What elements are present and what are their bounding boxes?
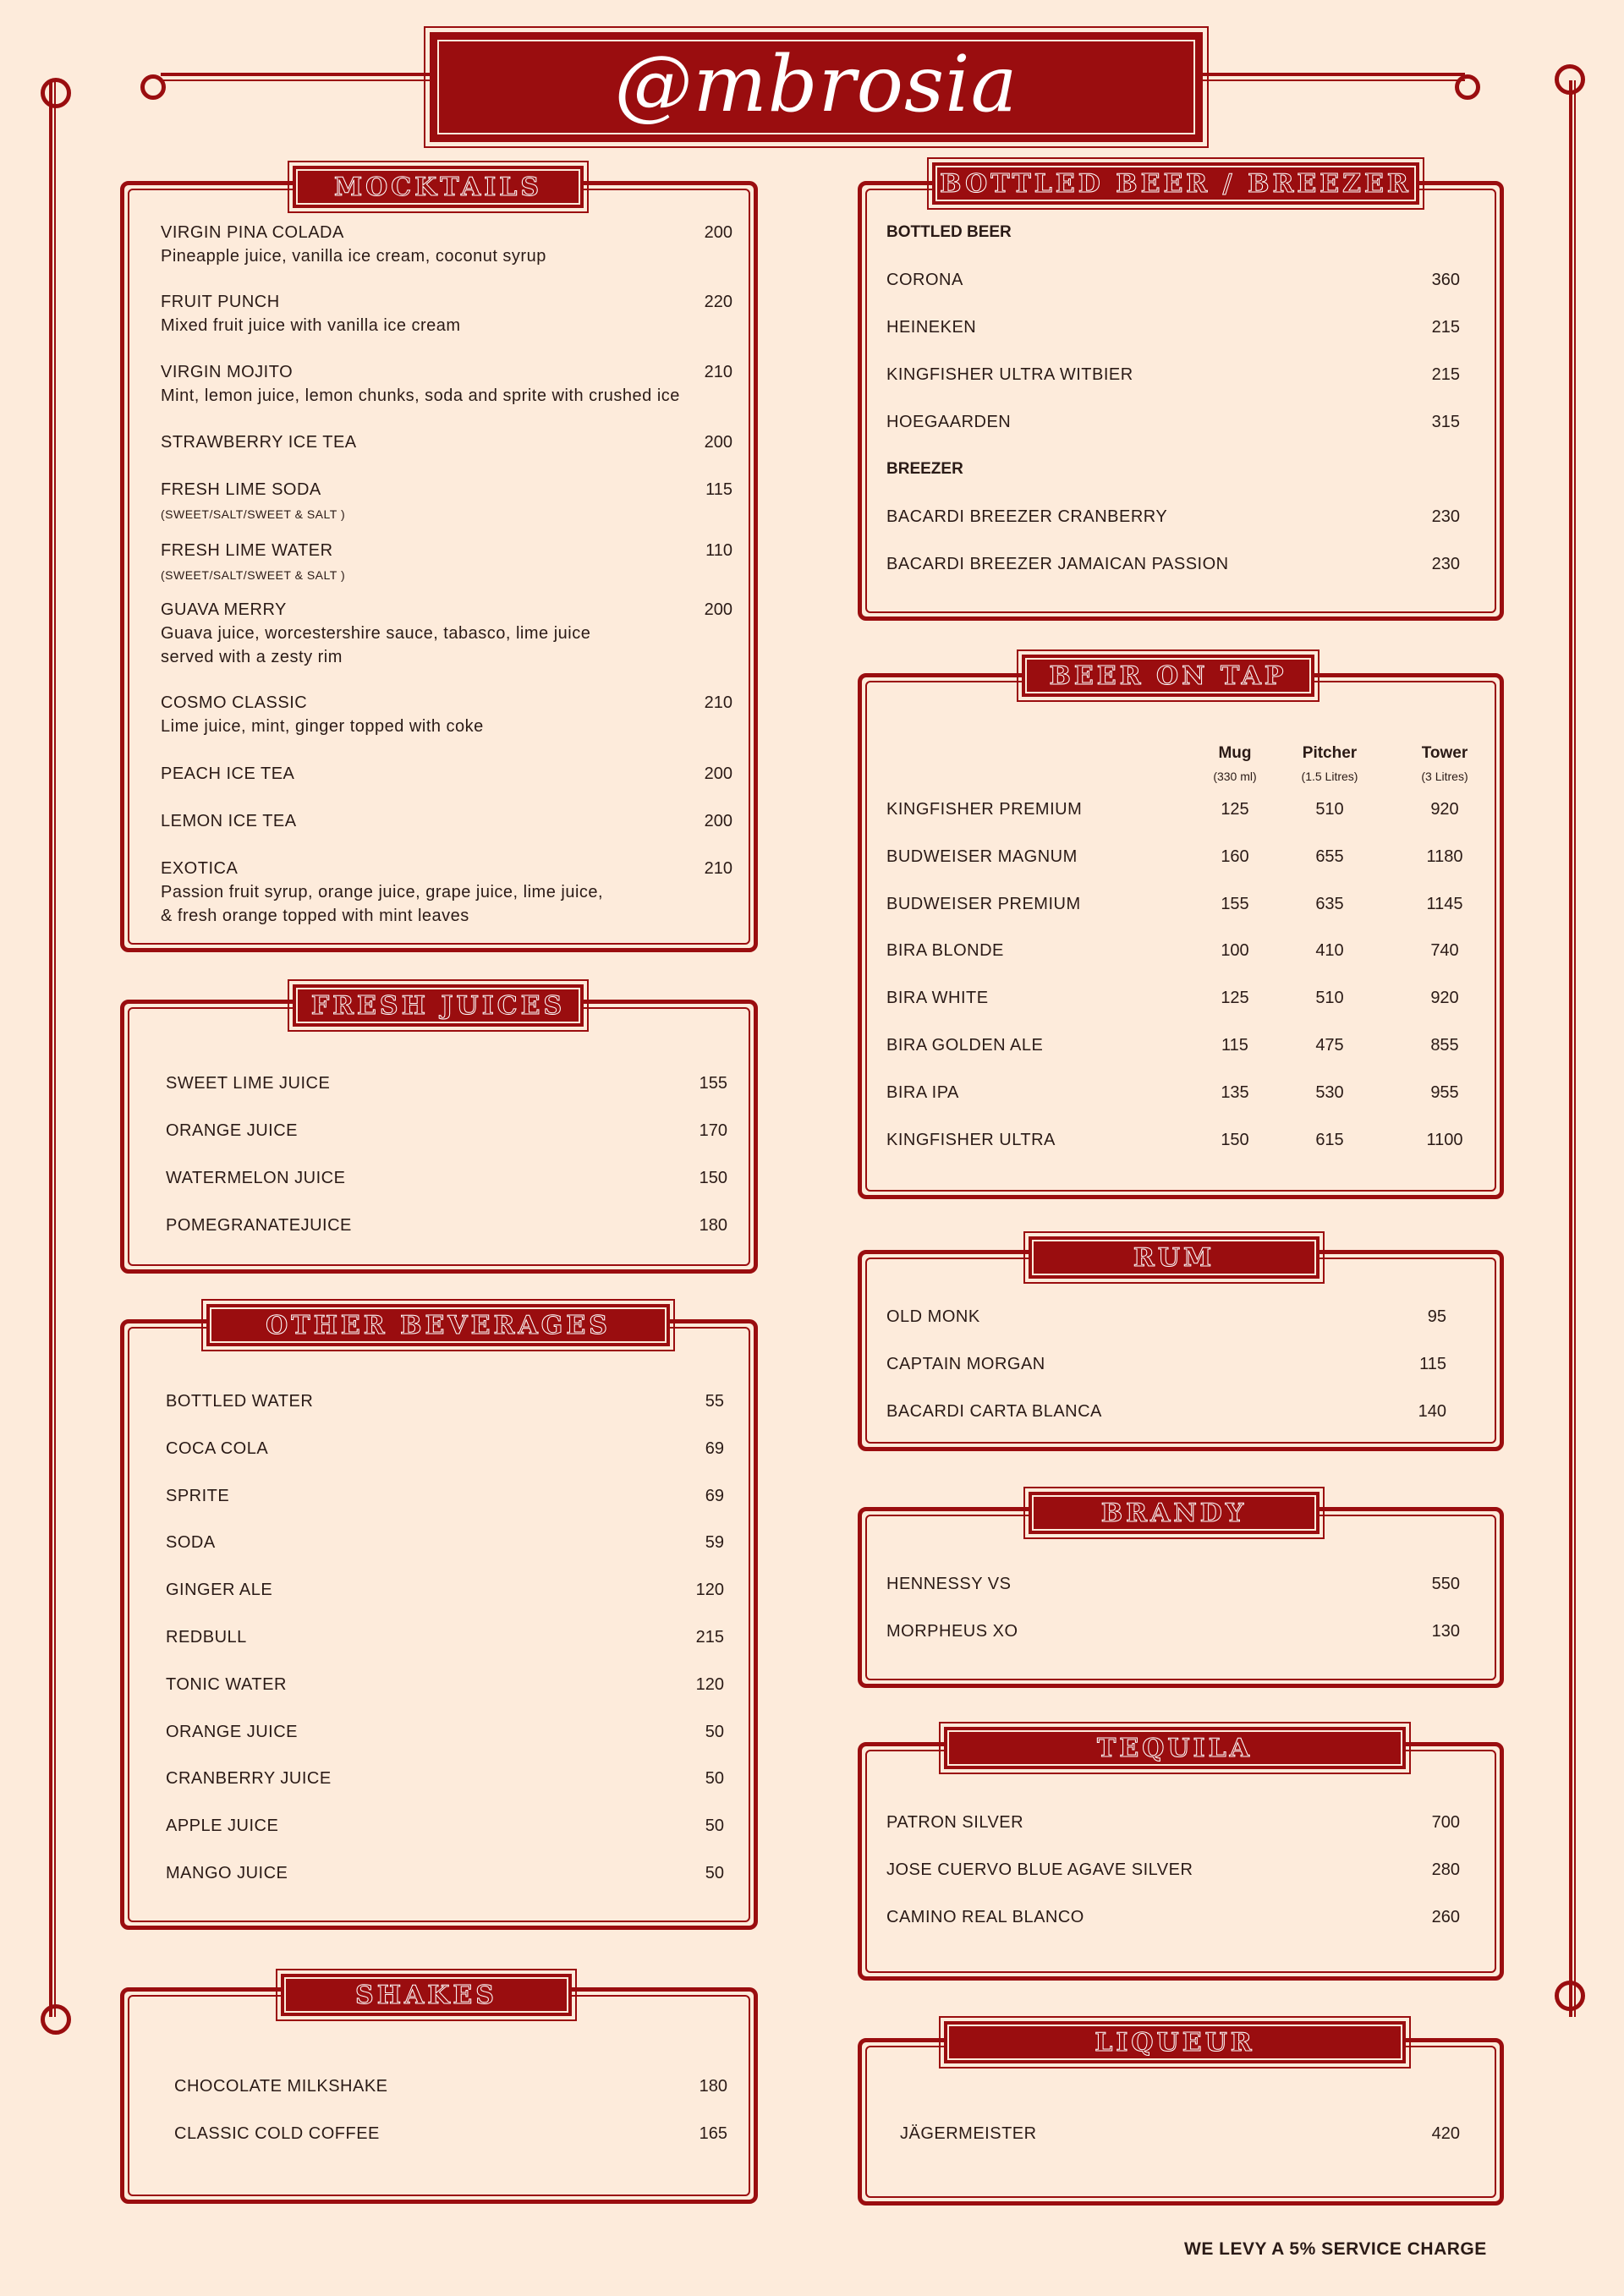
menu-item-description: Lime juice, mint, ginger topped with coke xyxy=(161,717,484,736)
tap-pitcher-price: 475 xyxy=(1315,1036,1344,1055)
menu-item-price: 115 xyxy=(705,480,732,499)
top-right-scroll-ornament xyxy=(1555,64,1585,95)
menu-item-name: GUAVA MERRY xyxy=(161,600,287,619)
menu-item-name: PEACH ICE TEA xyxy=(161,764,295,783)
menu-item-price: 180 xyxy=(699,1216,727,1235)
shakes-title-banner xyxy=(281,1974,572,2016)
menu-item-name: POMEGRANATEJUICE xyxy=(166,1216,352,1235)
tap-mug-price: 125 xyxy=(1221,989,1249,1008)
menu-item-price: 200 xyxy=(704,812,732,830)
tap-pitcher-price: 530 xyxy=(1315,1082,1344,1102)
menu-item-name: BACARDI BREEZER CRANBERRY xyxy=(886,507,1168,526)
menu-item-name: CHOCOLATE MILKSHAKE xyxy=(174,2077,388,2096)
tap-beer-name: BIRA GOLDEN ALE xyxy=(886,1036,1044,1055)
tap-beer-name: BIRA WHITE xyxy=(886,989,989,1008)
menu-item-name: SODA xyxy=(166,1533,216,1553)
menu-item-name: GINGER ALE xyxy=(166,1581,273,1600)
tap-mug-price: 115 xyxy=(1221,1036,1248,1055)
service-charge-note: WE LEVY A 5% SERVICE CHARGE xyxy=(1184,2239,1487,2259)
tap-column-unit: (330 ml) xyxy=(1213,770,1257,783)
menu-item-price: 120 xyxy=(695,1674,724,1694)
menu-item-price: 210 xyxy=(704,693,732,712)
menu-item-name: OLD MONK xyxy=(886,1307,980,1326)
tap-tower-price: 955 xyxy=(1430,1082,1459,1102)
menu-item-name: CAMINO REAL BLANCO xyxy=(886,1908,1084,1926)
menu-item-name: ORANGE JUICE xyxy=(166,1121,299,1140)
menu-item-price: 420 xyxy=(1431,2124,1460,2143)
menu-item-price: 150 xyxy=(699,1169,727,1187)
tap-beer-name: BUDWEISER MAGNUM xyxy=(886,847,1078,866)
mocktails-title: MOCKTAILS xyxy=(333,172,543,202)
menu-item-price: 550 xyxy=(1431,1575,1460,1593)
tap-mug-price: 150 xyxy=(1221,1130,1249,1149)
menu-item-description: Pineapple juice, vanilla ice cream, coconut syrup xyxy=(161,247,546,266)
menu-item-note: (SWEET/SALT/SWEET & SALT ) xyxy=(161,568,346,582)
tap-pitcher-price: 410 xyxy=(1315,941,1344,961)
tap-pitcher-price: 615 xyxy=(1315,1130,1344,1149)
tap-pitcher-price: 655 xyxy=(1315,847,1344,866)
menu-item-name: PATRON SILVER xyxy=(886,1813,1024,1832)
menu-item-price: 155 xyxy=(699,1074,727,1093)
menu-item-price: 215 xyxy=(1431,365,1460,384)
brandy-title-banner xyxy=(1029,1492,1320,1534)
tap-pitcher-price: 635 xyxy=(1315,894,1344,913)
menu-item-price: 95 xyxy=(1427,1307,1446,1326)
bottled-beer-title: BOTTLED BEER / BREEZER xyxy=(940,168,1412,199)
other-beverages-title: OTHER BEVERAGES xyxy=(266,1310,611,1340)
fresh-juices-title-banner xyxy=(293,984,584,1027)
brandy-section xyxy=(858,1507,1504,1688)
menu-item-price: 700 xyxy=(1431,1813,1460,1832)
tap-column-header: Tower xyxy=(1421,744,1468,762)
menu-item-name: BOTTLED WATER xyxy=(166,1392,314,1411)
menu-item-description: & fresh orange topped with mint leaves xyxy=(161,907,469,925)
menu-item-name: HOEGAARDEN xyxy=(886,413,1012,431)
menu-item-name: HENNESSY VS xyxy=(886,1575,1012,1593)
menu-item-price: 69 xyxy=(705,1486,724,1505)
menu-item-note: (SWEET/SALT/SWEET & SALT ) xyxy=(161,507,346,521)
menu-item-price: 165 xyxy=(699,2124,727,2143)
menu-item-name: CRANBERRY JUICE xyxy=(166,1769,332,1789)
menu-item-price: 230 xyxy=(1431,555,1460,573)
menu-item-price: 200 xyxy=(704,223,732,242)
menu-item-name: FRESH LIME WATER xyxy=(161,541,333,560)
menu-item-name: VIRGIN PINA COLADA xyxy=(161,223,344,242)
liqueur-title: LIQUEUR xyxy=(1095,2027,1255,2058)
menu-item-price: 59 xyxy=(705,1533,724,1553)
left-frame-rule xyxy=(49,80,56,2017)
menu-item-price: 315 xyxy=(1431,413,1460,431)
tequila-title-banner xyxy=(944,1727,1406,1769)
menu-item-description: Mint, lemon juice, lemon chunks, soda and sprite with crushed ice xyxy=(161,386,680,405)
menu-item-name: WATERMELON JUICE xyxy=(166,1169,346,1187)
menu-item-price: 140 xyxy=(1418,1402,1446,1421)
menu-item-name: CAPTAIN MORGAN xyxy=(886,1355,1045,1373)
tap-beer-name: BIRA IPA xyxy=(886,1082,959,1102)
menu-item-price: 280 xyxy=(1431,1860,1460,1879)
menu-item-price: 50 xyxy=(705,1722,724,1741)
tap-beer-name: BUDWEISER PREMIUM xyxy=(886,894,1081,913)
menu-item-price: 170 xyxy=(699,1121,727,1140)
menu-item-name: STRAWBERRY ICE TEA xyxy=(161,433,357,452)
brand-logo-text: @mbrosia xyxy=(614,38,1018,129)
tap-pitcher-price: 510 xyxy=(1315,989,1344,1008)
mocktails-title-banner xyxy=(293,166,584,208)
menu-item-name: COCA COLA xyxy=(166,1438,269,1458)
tap-tower-price: 920 xyxy=(1430,800,1459,819)
tap-tower-price: 1180 xyxy=(1426,847,1463,866)
menu-item-description: Mixed fruit juice with vanilla ice cream xyxy=(161,316,461,335)
menu-item-name: VIRGIN MOJITO xyxy=(161,363,294,381)
tequila-title: TEQUILA xyxy=(1097,1733,1253,1763)
menu-item-name: SPRITE xyxy=(166,1486,230,1505)
bottled-beer-title-banner xyxy=(932,162,1419,205)
brand-right-rule xyxy=(1203,73,1465,81)
menu-item-price: 200 xyxy=(704,433,732,452)
tap-column-unit: (1.5 Litres) xyxy=(1301,770,1358,783)
menu-item-price: 215 xyxy=(1431,318,1460,337)
brandy-title: BRANDY xyxy=(1100,1498,1248,1528)
tap-tower-price: 920 xyxy=(1430,989,1459,1008)
shakes-title: SHAKES xyxy=(355,1980,497,2010)
tap-mug-price: 135 xyxy=(1221,1082,1249,1102)
menu-item-name: FRESH LIME SODA xyxy=(161,480,321,499)
menu-item-price: 50 xyxy=(705,1864,724,1882)
tap-tower-price: 855 xyxy=(1430,1036,1459,1055)
menu-item-name: TONIC WATER xyxy=(166,1674,287,1694)
menu-item-price: 120 xyxy=(695,1581,724,1600)
menu-item-description: Guava juice, worcestershire sauce, tabasco, lime juice xyxy=(161,624,591,643)
menu-item-price: 260 xyxy=(1431,1908,1460,1926)
tap-tower-price: 1145 xyxy=(1426,894,1463,913)
menu-item-price: 200 xyxy=(704,600,732,619)
menu-item-name: HEINEKEN xyxy=(886,318,977,337)
right-frame-rule xyxy=(1569,80,1576,2017)
menu-item-name: COSMO CLASSIC xyxy=(161,693,308,712)
menu-item-name: MANGO JUICE xyxy=(166,1864,288,1882)
bottled-beer-subheading: BOTTLED BEER xyxy=(886,223,1012,241)
tap-tower-price: 1100 xyxy=(1426,1130,1463,1149)
menu-item-name: ORANGE JUICE xyxy=(166,1722,299,1741)
menu-item-price: 215 xyxy=(695,1628,724,1647)
rum-title: RUM xyxy=(1133,1242,1215,1273)
liqueur-title-banner xyxy=(944,2021,1406,2063)
tap-beer-name: KINGFISHER PREMIUM xyxy=(886,800,1083,819)
bottom-left-scroll-ornament xyxy=(41,2004,71,2035)
menu-item-name: CLASSIC COLD COFFEE xyxy=(174,2124,380,2143)
tap-beer-name: BIRA BLONDE xyxy=(886,941,1004,961)
tap-mug-price: 155 xyxy=(1221,894,1249,913)
tap-beer-name: KINGFISHER ULTRA xyxy=(886,1130,1056,1149)
menu-item-price: 50 xyxy=(705,1817,724,1836)
menu-item-name: SWEET LIME JUICE xyxy=(166,1074,331,1093)
menu-item-price: 210 xyxy=(704,363,732,381)
menu-item-name: BACARDI CARTA BLANCA xyxy=(886,1402,1102,1421)
menu-item-name: EXOTICA xyxy=(161,859,239,878)
menu-item-price: 115 xyxy=(1419,1355,1446,1373)
menu-item-price: 210 xyxy=(704,859,732,878)
brand-left-rule xyxy=(161,73,430,81)
tap-column-header: Pitcher xyxy=(1302,744,1358,762)
menu-item-price: 110 xyxy=(705,541,732,560)
menu-item-price: 130 xyxy=(1431,1622,1460,1641)
beer-on-tap-title-banner xyxy=(1022,655,1314,697)
menu-item-name: JÄGERMEISTER xyxy=(900,2124,1037,2143)
menu-item-description: served with a zesty rim xyxy=(161,648,343,666)
tap-column-header: Mug xyxy=(1218,744,1252,762)
tap-mug-price: 125 xyxy=(1221,800,1249,819)
rum-title-banner xyxy=(1029,1236,1320,1279)
menu-item-price: 69 xyxy=(705,1438,724,1458)
menu-item-name: BACARDI BREEZER JAMAICAN PASSION xyxy=(886,555,1229,573)
menu-item-price: 200 xyxy=(704,764,732,783)
tap-pitcher-price: 510 xyxy=(1315,800,1344,819)
menu-item-price: 180 xyxy=(699,2077,727,2096)
menu-item-price: 230 xyxy=(1431,507,1460,526)
top-left-scroll-ornament xyxy=(41,78,71,108)
bottom-right-scroll-ornament xyxy=(1555,1981,1585,2011)
tap-tower-price: 740 xyxy=(1430,941,1459,961)
menu-item-name: REDBULL xyxy=(166,1628,247,1647)
menu-item-price: 55 xyxy=(705,1392,724,1411)
beer-on-tap-title: BEER ON TAP xyxy=(1049,660,1287,691)
menu-item-price: 220 xyxy=(704,293,732,311)
menu-item-description: Passion fruit syrup, orange juice, grape juice, lime juice, xyxy=(161,883,604,901)
menu-item-name: LEMON ICE TEA xyxy=(161,812,297,830)
menu-item-price: 360 xyxy=(1431,271,1460,289)
menu-item-name: CORONA xyxy=(886,271,963,289)
menu-item-name: APPLE JUICE xyxy=(166,1817,279,1836)
tap-column-unit: (3 Litres) xyxy=(1421,770,1468,783)
menu-item-price: 50 xyxy=(705,1769,724,1789)
tap-mug-price: 100 xyxy=(1221,941,1249,961)
fresh-juices-title: FRESH JUICES xyxy=(310,990,566,1021)
other-beverages-title-banner xyxy=(206,1304,670,1346)
menu-item-name: MORPHEUS XO xyxy=(886,1622,1018,1641)
menu-item-name: JOSE CUERVO BLUE AGAVE SILVER xyxy=(886,1860,1193,1879)
menu-item-name: KINGFISHER ULTRA WITBIER xyxy=(886,365,1133,384)
tap-mug-price: 160 xyxy=(1221,847,1249,866)
breezer-subheading: BREEZER xyxy=(886,460,963,478)
menu-item-name: FRUIT PUNCH xyxy=(161,293,280,311)
brand-logo-banner xyxy=(430,32,1203,142)
